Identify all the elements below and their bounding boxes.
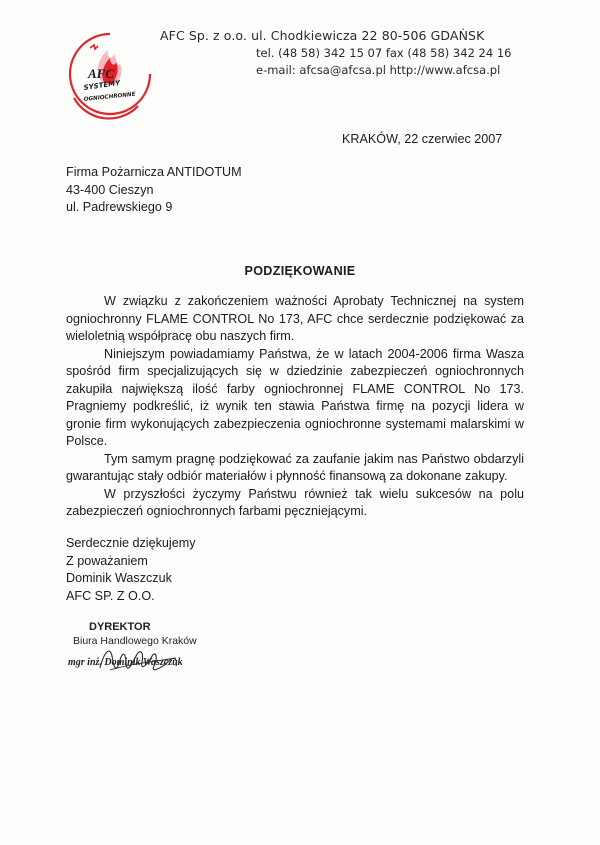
stamp-signer: mgr inż. Dominik Waszczuk	[68, 657, 183, 668]
afc-logo	[64, 28, 156, 120]
closing-block	[66, 535, 196, 605]
recipient-street: ul. Padrewskiego 9	[66, 200, 173, 214]
logo-mark: AFC	[88, 66, 115, 81]
logo-sub-text: OGNIOCHRONNE	[83, 91, 136, 103]
signer-company: AFC SP. Z O.O.	[66, 588, 155, 603]
company-contact: e-mail: afcsa@afcsa.pl http://www.afcsa.pl	[256, 63, 501, 77]
handwritten-signature	[90, 634, 200, 684]
recipient-block	[66, 164, 242, 217]
closing-regards: Z poważaniem	[66, 553, 148, 568]
closing-thanks: Serdecznie dziękujemy	[66, 536, 196, 550]
logo-ring-text: SYSTEMY	[83, 78, 121, 92]
company-address: AFC Sp. z o.o. ul. Chodkiewicza 22 80-506 GDAŃSK	[160, 28, 485, 43]
paragraph: Niniejszym powiadamiamy Państwa, że w latach 2004-2006 firma Wasza spośród firm specjalizujących się w dziedzinie zabezpieczeń ogniochronnych zakupiła największą ilość farby ogniochronnej FLAME CONTROL No 173. Pragniemy podkreślić, iż wynik ten stawia Państwa firmę na pozycji lidera w gronie firm wykonujących zabezpieczenia ogniochronne systemami malarskimi w Polsce.	[66, 346, 524, 448]
paragraph: W przyszłości życzymy Państwu również tak wielu sukcesów na polu zabezpieczeń ogniochronnych farbami pęczniejącymi.	[66, 486, 524, 518]
stamp-title: DYREKTOR	[89, 621, 151, 633]
recipient-city: 43-400 Cieszyn	[66, 182, 154, 197]
letter-title: PODZIĘKOWANIE	[244, 264, 356, 278]
recipient-name: Firma Pożarnicza ANTIDOTUM	[66, 165, 242, 179]
letter-date: KRAKÓW, 22 czerwiec 2007	[342, 132, 503, 146]
letter-body	[66, 293, 524, 521]
paragraph: W związku z zakończeniem ważności Aprobaty Technicznej na system ogniochronny FLAME CONTROL No 173, AFC chce serdecznie podziękować za wieloletnią współpracę obu naszych firm.	[66, 294, 524, 343]
paragraph: Tym samym pragnę podziękować za zaufanie jakim nas Państwo obdarzyli gwarantując stały odbiór materiałów i płynność finansową za dokonane zakupy.	[66, 451, 524, 483]
company-phone: tel. (48 58) 342 15 07 fax (48 58) 342 24 16	[256, 46, 512, 60]
stamp-office: Biura Handlowego Kraków	[73, 635, 197, 647]
signer-name: Dominik Waszczuk	[66, 571, 172, 585]
